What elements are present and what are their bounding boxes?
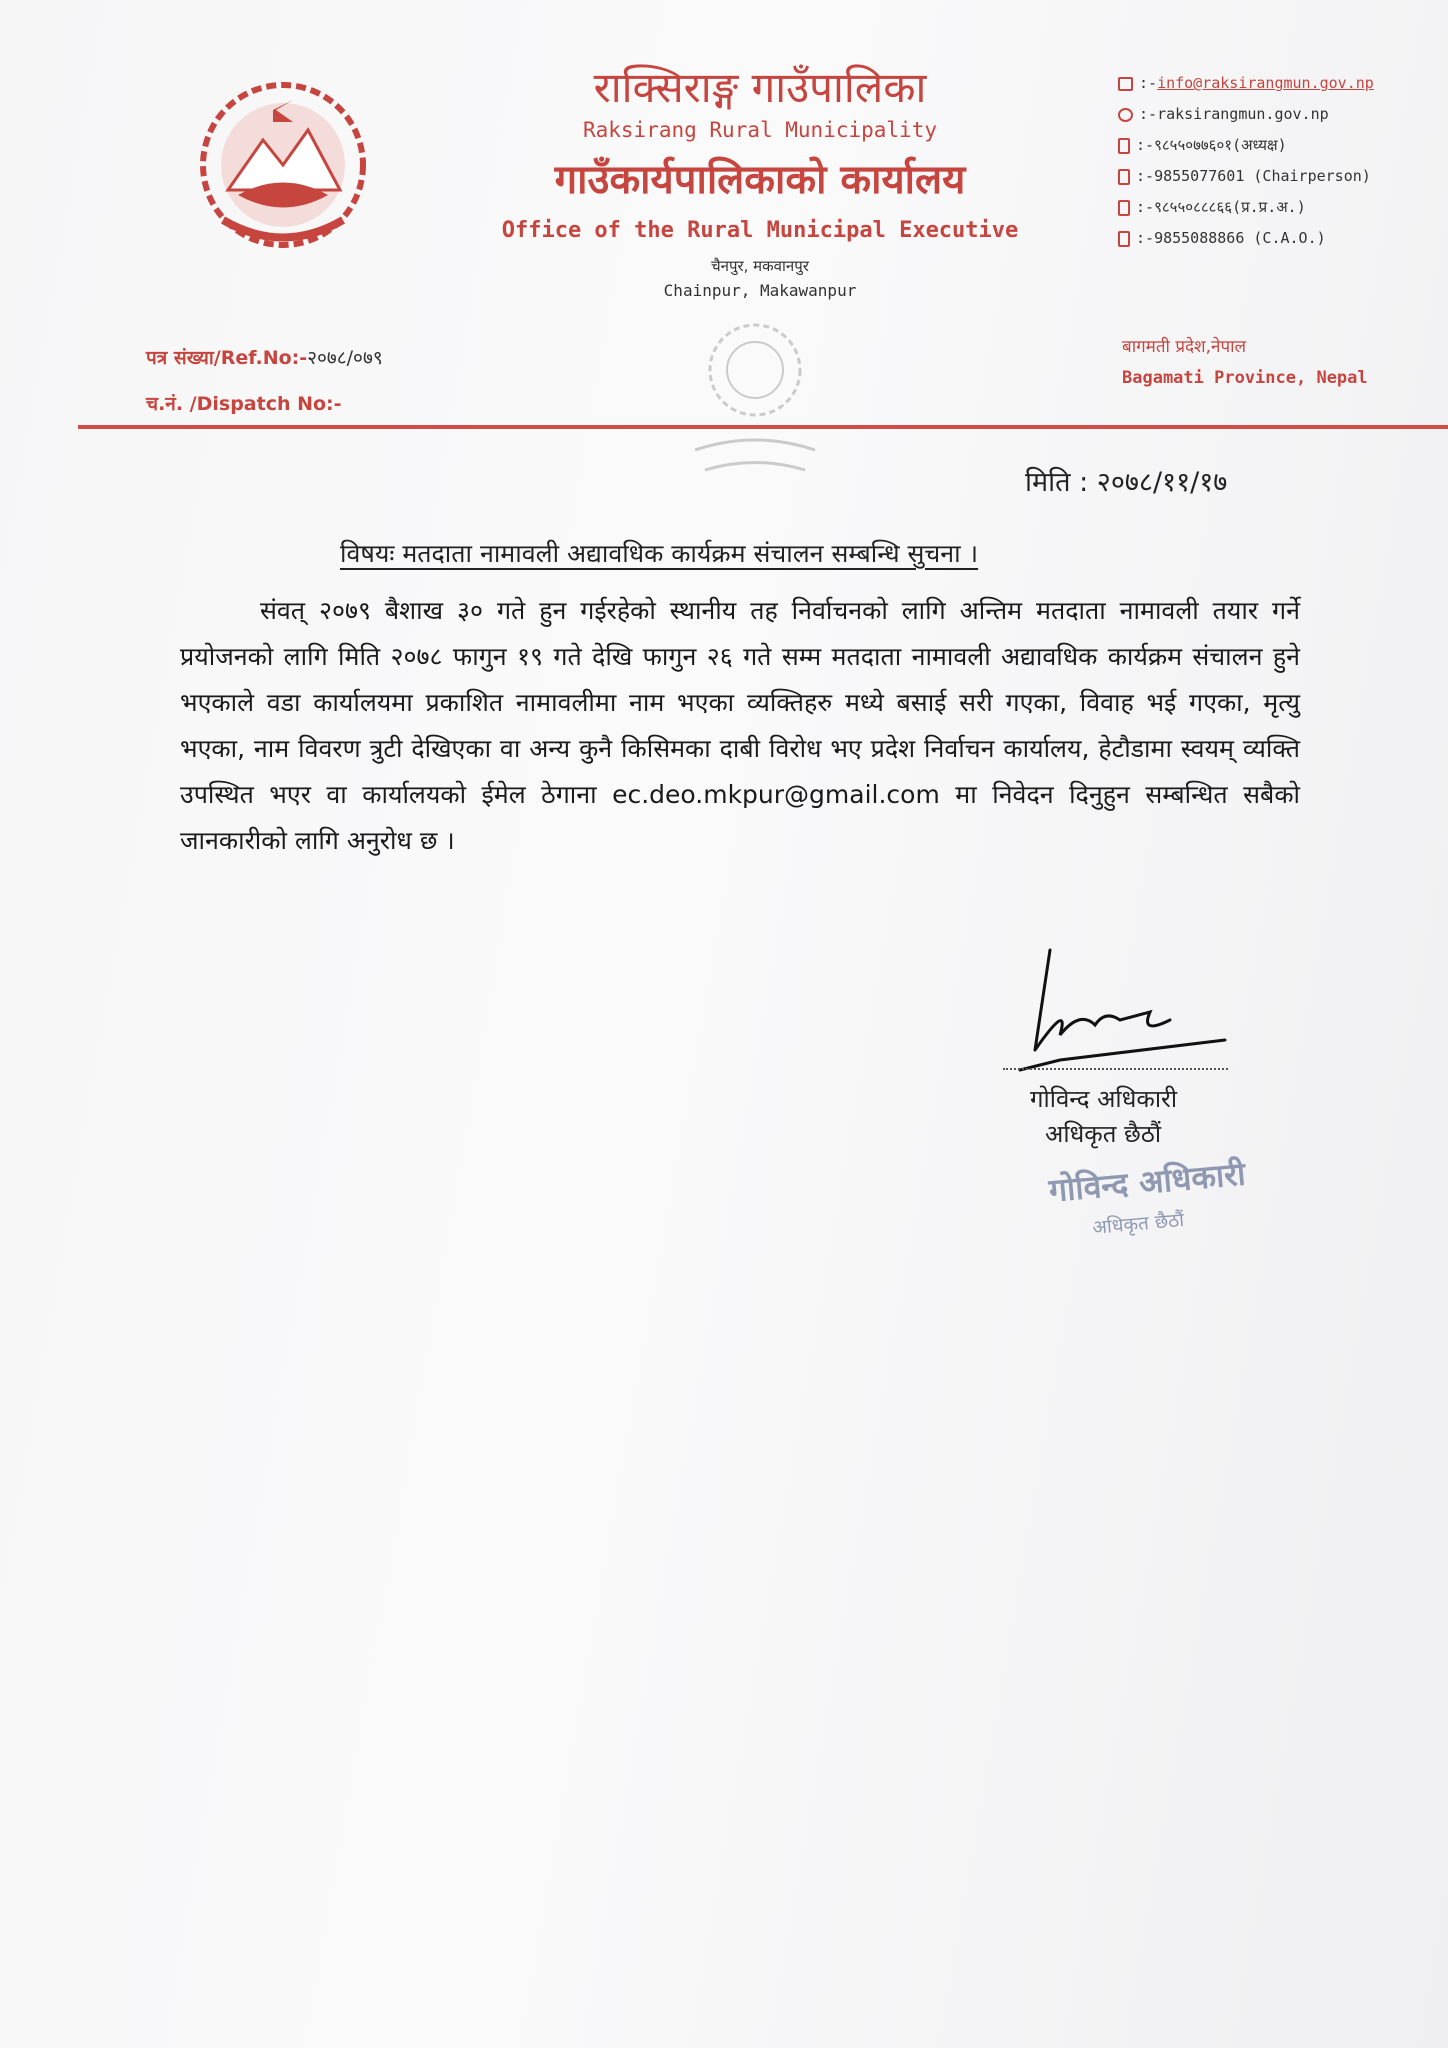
letter-body: संवत् २०७९ बैशाख ३० गते हुन गईरहेको स्थानीय तह निर्वाचनको लागि अन्तिम मतदाता नामावली तयार गर्ने प्रयोजनको लागि मिति २०७८ फागुन १९ गते देखि फागुन २६ गते सम्म मतदाता नामावली अद्यावधिक कार्यक्रम संचालन हुने भएकाले वडा कार्यालयमा प्रकाशित नामावलीमा नाम भएका व्यक्तिहरु मध्ये बसाई सरी गएका, विवाह भई गएका, मृत्यु भएका, नाम विवरण त्रुटी देखिएका वा अन्य कुनै किसिमका दाबी विरोध भए प्रदेश निर्वाचन कार्यालय, हेटौडामा स्वयम् व्यक्ति उपस्थित भएर वा कार्यालयको ईमेल ठेगाना ec.deo.mkpur@gmail.com मा निवेदन दिनुहुन सम्बन्धित सबैको जानकारीको लागि अनुरोध छ । xyxy=(180,596,1300,855)
handwritten-signature xyxy=(1000,940,1230,1080)
municipality-name-english: Raksirang Rural Municipality xyxy=(582,118,937,142)
office-name-english: Office of the Rural Municipal Executive xyxy=(501,218,1019,243)
mail-icon xyxy=(1118,77,1133,91)
contact-phone-1: :- ९८५५०७७६०१(अध्यक्ष) xyxy=(1118,130,1443,161)
reference-number: पत्र संख्या/Ref.No:-२०७८/०७९ xyxy=(146,347,383,369)
contact-email: :- info@raksirangmun.gov.np xyxy=(1118,68,1443,99)
municipality-name-nepali: राक्सिराङ्ग गाउँपालिका xyxy=(593,63,927,112)
stamp-title: अधिकृत छैठौं xyxy=(1091,1209,1185,1239)
province-english: Bagamati Province, Nepal xyxy=(1122,368,1368,388)
contact-phone-4: :- 9855088866 (C.A.O.) xyxy=(1118,223,1443,254)
signature-line xyxy=(1003,1068,1228,1070)
phone-icon xyxy=(1118,138,1130,154)
address-english: Chainpur, Makawanpur xyxy=(663,281,857,300)
signatory-title: अधिकृत छैठौं xyxy=(1045,1120,1162,1148)
nepal-emblem-logo xyxy=(188,70,378,260)
letter-subject: विषयः मतदाता नामावली अद्यावधिक कार्यक्रम संचालन सम्बन्धि सुचना । xyxy=(340,539,979,568)
signatory-name: गोविन्द अधिकारी xyxy=(1030,1085,1178,1113)
contact-website: :- raksirangmun.gov.np xyxy=(1118,99,1443,130)
dispatch-number: च.नं. /Dispatch No:- xyxy=(146,393,342,415)
name-stamp xyxy=(1047,1152,1250,1244)
contact-phone-2: :- 9855077601 (Chairperson) xyxy=(1118,161,1443,192)
letter-date: मिति : २०७८/११/१७ xyxy=(1025,467,1228,498)
email-link[interactable]: info@raksirangmun.gov.np xyxy=(1157,74,1374,92)
office-name-nepali: गाउँकार्यपालिकाको कार्यालय xyxy=(554,157,966,203)
phone-icon xyxy=(1118,231,1130,247)
globe-icon xyxy=(1118,108,1133,122)
contact-block xyxy=(1118,68,1443,254)
phone-icon xyxy=(1118,200,1130,216)
website-link[interactable]: raksirangmun.gov.np xyxy=(1157,105,1329,123)
province-nepali: बागमती प्रदेश,नेपाल xyxy=(1122,337,1247,357)
address-nepali: चैनपुर, मकवानपुर xyxy=(711,257,809,275)
faint-seal-stamp xyxy=(655,300,855,500)
phone-icon xyxy=(1118,169,1130,185)
contact-phone-3: :- ९८५५०८८८६६(प्र.प्र.अ.) xyxy=(1118,192,1443,223)
stamp-name: गोविन्द अधिकारी xyxy=(1047,1154,1247,1210)
